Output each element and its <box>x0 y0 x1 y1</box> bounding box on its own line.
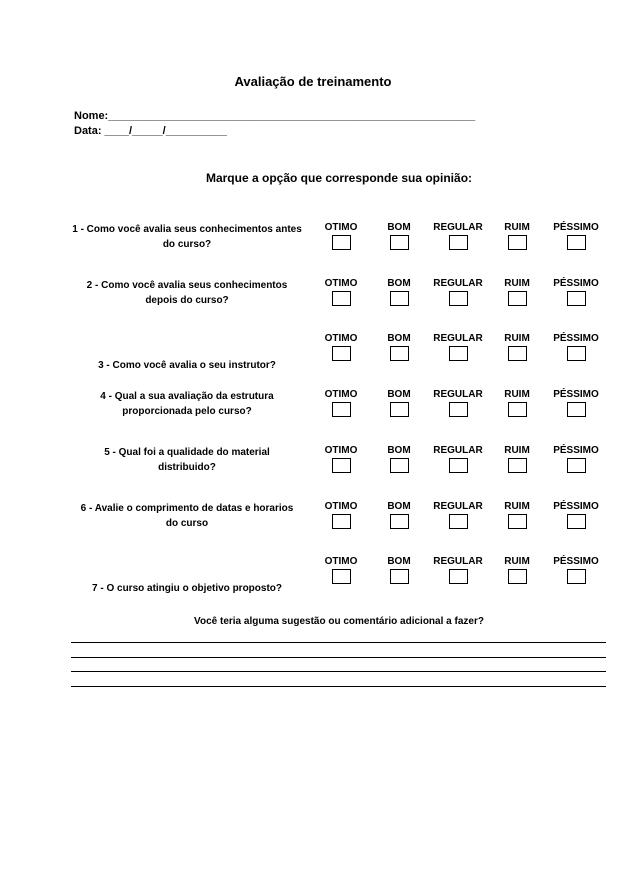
instruction-text: Marque a opção que corresponde sua opinião: <box>205 171 473 185</box>
question-3-text: 3 - Como você avalia o seu instrutor? <box>98 360 276 372</box>
checkbox-q1-otimo[interactable] <box>332 235 351 250</box>
option-label-ruim: RUIM <box>504 333 530 345</box>
checkbox-q5-regular[interactable] <box>449 458 468 473</box>
option-label-péssimo: PÉSSIMO <box>553 444 599 456</box>
option-label-bom: BOM <box>387 444 411 456</box>
comment-prompt: Você teria alguma sugestão ou comentário adicional a fazer? <box>194 616 484 627</box>
option-label-regular: REGULAR <box>433 444 483 456</box>
question-1 <box>72 222 302 252</box>
question-5-text-cont: distribuido? <box>158 461 216 473</box>
checkbox-q7-ruim[interactable] <box>508 569 527 584</box>
question-6-text: 6 - Avalie o comprimento de datas e horarios <box>80 502 294 514</box>
option-label-otimo: OTIMO <box>324 389 358 401</box>
question-4 <box>72 389 302 419</box>
checkbox-q4-ruim[interactable] <box>508 402 527 417</box>
checkbox-q4-regular[interactable] <box>449 402 468 417</box>
question-7 <box>72 581 302 596</box>
option-label-regular: REGULAR <box>433 333 483 345</box>
checkbox-q4-bom[interactable] <box>390 402 409 417</box>
checkbox-q7-péssimo[interactable] <box>567 569 586 584</box>
date-field[interactable]: Data: ____/_____/__________ <box>74 125 227 137</box>
question-4-text: 4 - Qual a sua avaliação da estrutura <box>100 391 274 403</box>
option-label-bom: BOM <box>387 277 411 289</box>
question-2-text: 2 - Como você avalia seus conhecimentos <box>86 279 288 291</box>
checkbox-q3-regular[interactable] <box>449 346 468 361</box>
option-label-ruim: RUIM <box>504 222 530 233</box>
question-1-text-cont: do curso? <box>162 239 212 250</box>
checkbox-q2-otimo[interactable] <box>332 291 351 306</box>
checkbox-q6-otimo[interactable] <box>332 514 351 529</box>
checkbox-q4-péssimo[interactable] <box>567 402 586 417</box>
checkbox-q1-péssimo[interactable] <box>567 235 586 250</box>
checkbox-q3-bom[interactable] <box>390 346 409 361</box>
checkbox-q2-péssimo[interactable] <box>567 291 586 306</box>
option-label-bom: BOM <box>387 222 411 233</box>
option-label-péssimo: PÉSSIMO <box>553 222 599 233</box>
question-2 <box>72 278 302 308</box>
question-5-text: 5 - Qual foi a qualidade do material <box>104 446 270 458</box>
comment-line[interactable] <box>71 686 606 687</box>
checkbox-q4-otimo[interactable] <box>332 402 351 417</box>
checkbox-q3-otimo[interactable] <box>332 346 351 361</box>
option-label-otimo: OTIMO <box>324 222 358 233</box>
question-4-text-cont: proporcionada pelo curso? <box>122 406 252 418</box>
checkbox-q5-ruim[interactable] <box>508 458 527 473</box>
question-6-text-cont: do curso <box>165 517 209 529</box>
option-label-péssimo: PÉSSIMO <box>553 277 599 289</box>
option-label-regular: REGULAR <box>433 389 483 401</box>
checkbox-q5-bom[interactable] <box>390 458 409 473</box>
checkbox-q3-péssimo[interactable] <box>567 346 586 361</box>
option-label-ruim: RUIM <box>504 444 530 456</box>
option-label-otimo: OTIMO <box>324 333 358 345</box>
option-label-regular: REGULAR <box>433 222 483 233</box>
question-2-text-cont: depois do curso? <box>145 294 229 306</box>
option-label-péssimo: PÉSSIMO <box>553 333 599 345</box>
option-label-otimo: OTIMO <box>324 556 358 568</box>
checkbox-q7-otimo[interactable] <box>332 569 351 584</box>
question-1-text: 1 - Como você avalia seus conhecimentos antes <box>72 224 302 235</box>
option-label-ruim: RUIM <box>504 277 530 289</box>
option-label-bom: BOM <box>387 389 411 401</box>
checkbox-q2-ruim[interactable] <box>508 291 527 306</box>
option-label-péssimo: PÉSSIMO <box>553 500 599 512</box>
checkbox-q3-ruim[interactable] <box>508 346 527 361</box>
option-label-otimo: OTIMO <box>324 444 358 456</box>
option-label-bom: BOM <box>387 500 411 512</box>
checkbox-q7-bom[interactable] <box>390 569 409 584</box>
checkbox-q6-bom[interactable] <box>390 514 409 529</box>
checkbox-q1-bom[interactable] <box>390 235 409 250</box>
option-label-otimo: OTIMO <box>324 277 358 289</box>
option-label-otimo: OTIMO <box>324 500 358 512</box>
option-label-regular: REGULAR <box>433 277 483 289</box>
checkbox-q2-bom[interactable] <box>390 291 409 306</box>
option-label-regular: REGULAR <box>433 500 483 512</box>
checkbox-q5-otimo[interactable] <box>332 458 351 473</box>
question-5 <box>72 445 302 475</box>
checkbox-q2-regular[interactable] <box>449 291 468 306</box>
option-label-ruim: RUIM <box>504 500 530 512</box>
checkbox-q7-regular[interactable] <box>449 569 468 584</box>
option-label-péssimo: PÉSSIMO <box>553 389 599 401</box>
checkbox-q6-péssimo[interactable] <box>567 514 586 529</box>
checkbox-q5-péssimo[interactable] <box>567 458 586 473</box>
checkbox-q1-regular[interactable] <box>449 235 468 250</box>
option-label-regular: REGULAR <box>433 556 483 568</box>
name-field[interactable]: Nome:____________________________________________________________ <box>74 110 476 122</box>
question-7-text: 7 - O curso atingiu o objetivo proposto? <box>92 583 282 595</box>
checkbox-q1-ruim[interactable] <box>508 235 527 250</box>
comment-line[interactable] <box>71 642 606 643</box>
question-3 <box>72 358 302 373</box>
checkbox-q6-ruim[interactable] <box>508 514 527 529</box>
page-title: Avaliação de treinamento <box>234 74 392 89</box>
option-label-péssimo: PÉSSIMO <box>553 556 599 568</box>
comment-line[interactable] <box>71 657 606 658</box>
option-label-bom: BOM <box>387 556 411 568</box>
option-label-bom: BOM <box>387 333 411 345</box>
comment-line[interactable] <box>71 671 606 672</box>
option-label-ruim: RUIM <box>504 389 530 401</box>
question-6 <box>72 501 302 531</box>
option-label-ruim: RUIM <box>504 556 530 568</box>
checkbox-q6-regular[interactable] <box>449 514 468 529</box>
